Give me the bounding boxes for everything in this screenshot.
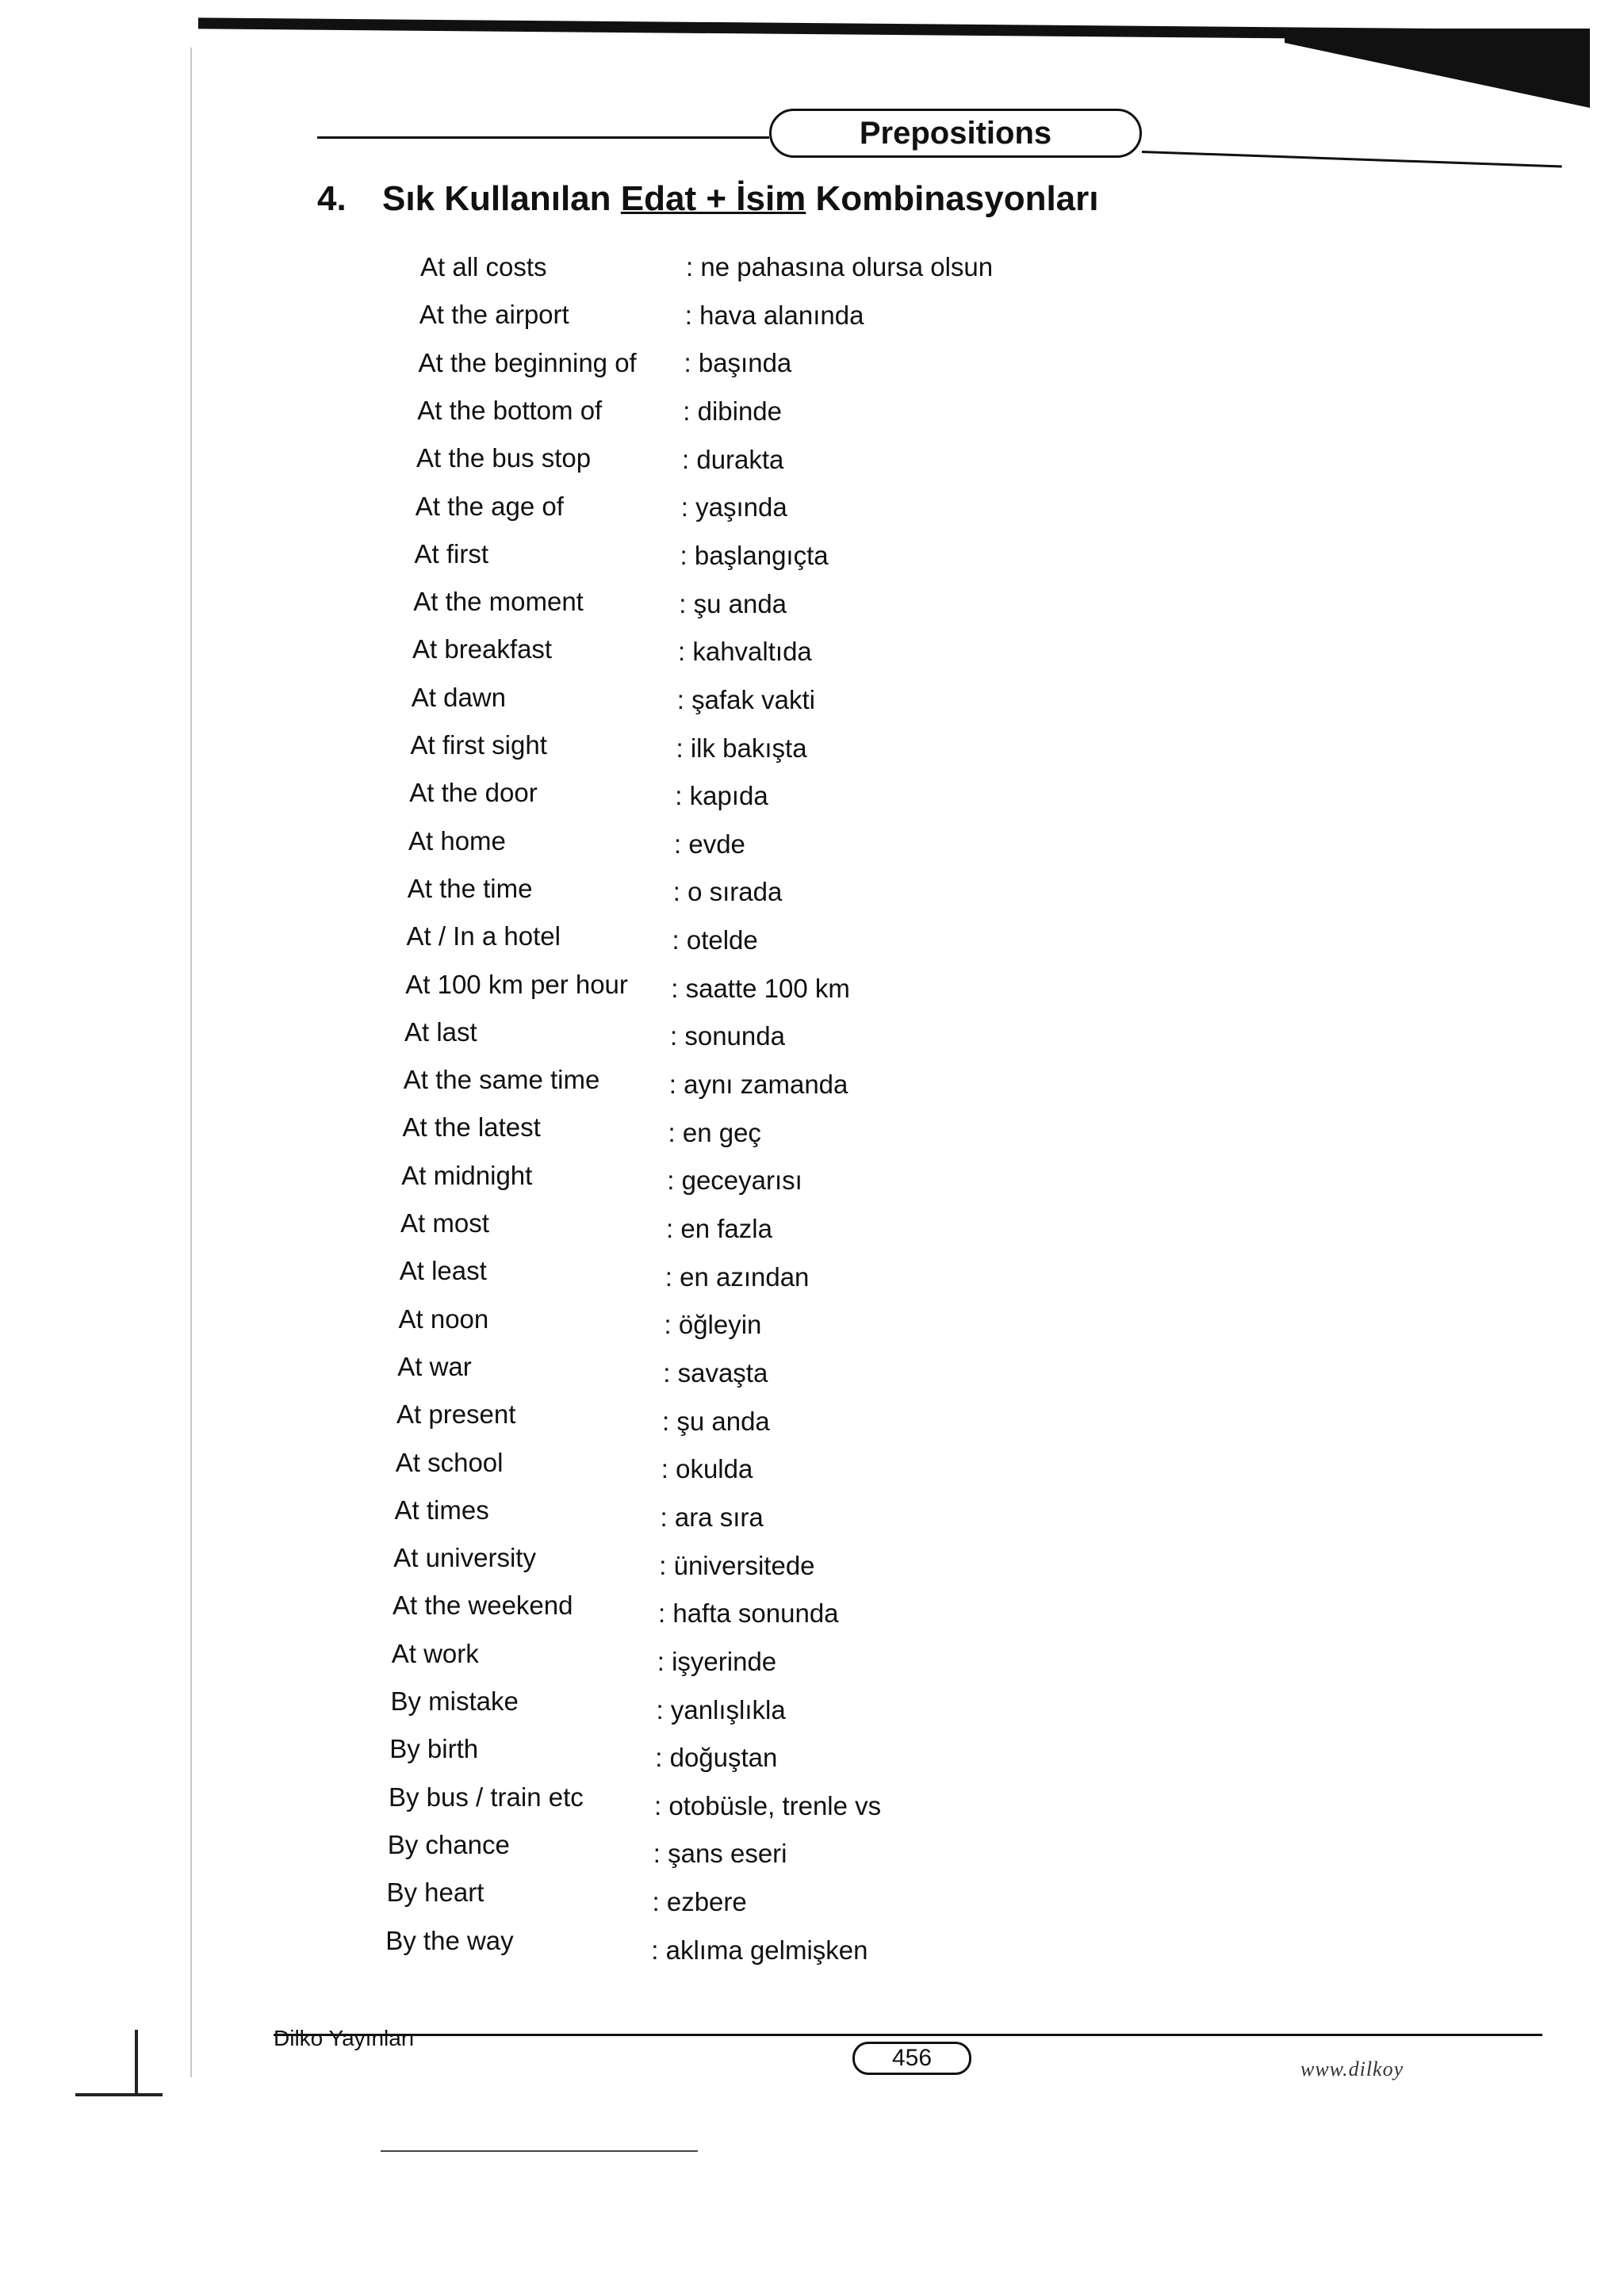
entry-turkish: : saatte 100 km — [671, 973, 850, 1003]
entry-turkish: : yanlışlıkla — [656, 1694, 786, 1725]
entry-turkish: : öğleyin — [664, 1310, 762, 1340]
footer-rule — [274, 2034, 1542, 2036]
entry-english: At the time — [407, 873, 533, 903]
entry-turkish: : en geç — [668, 1117, 761, 1147]
entry-english: At 100 km per hour — [405, 969, 628, 999]
heading-part2: Edat + İsim — [620, 179, 806, 218]
entry-english: At noon — [398, 1303, 489, 1334]
entry-english: At first — [414, 538, 489, 568]
entry-turkish: : en azından — [665, 1261, 810, 1292]
entry-english: At first sight — [410, 730, 547, 760]
entry-english: At the moment — [413, 587, 584, 617]
entry-turkish: : ezbere — [652, 1887, 747, 1917]
entry-english: At home — [408, 825, 506, 856]
entry-english: By heart — [386, 1878, 485, 1908]
entry-english: At the bus stop — [416, 443, 592, 473]
entry-english: At breakfast — [412, 634, 553, 664]
entry-turkish: : kahvaltıda — [678, 637, 812, 667]
entry-turkish: : hafta sonunda — [658, 1598, 839, 1629]
entry-turkish: : aynı zamanda — [668, 1070, 848, 1100]
heading-part3: Kombinasyonları — [815, 179, 1099, 218]
footer-publisher: Dilko Yayınları — [274, 2026, 415, 2050]
section-label: Prepositions — [769, 109, 1142, 158]
page-number: 456 — [852, 2042, 971, 2075]
entry-turkish: : başında — [684, 348, 792, 378]
entry-turkish: : kapıda — [675, 781, 768, 811]
entry-turkish: : sonunda — [670, 1021, 785, 1051]
scan-corner-mark — [135, 2030, 138, 2093]
entry-english: At the door — [409, 778, 538, 808]
entry-english: At war — [397, 1351, 472, 1381]
entry-turkish: : o sırada — [672, 877, 783, 907]
entry-english: By bus / train etc — [389, 1782, 584, 1812]
entry-turkish: : üniversitede — [659, 1550, 815, 1580]
entry-english: At work — [391, 1638, 479, 1668]
entry-english: At school — [395, 1447, 504, 1477]
entry-english: At least — [399, 1256, 487, 1286]
entry-turkish: : en fazla — [666, 1214, 772, 1243]
entry-turkish: : geceyarısı — [667, 1166, 802, 1196]
scan-left-edge — [190, 48, 192, 2077]
entry-english: At the bottom of — [417, 395, 603, 425]
entry-turkish: : aklıma gelmişken — [651, 1935, 868, 1965]
entry-english: At all costs — [420, 252, 547, 281]
entry-english: At the airport — [419, 300, 569, 330]
entry-english: By birth — [389, 1734, 479, 1764]
top-scan-wedge — [1285, 29, 1590, 108]
entry-turkish: : şans eseri — [653, 1839, 787, 1869]
entry-turkish: : şafak vakti — [676, 684, 815, 714]
page-heading — [317, 179, 1099, 219]
entry-turkish: : yaşında — [680, 492, 787, 523]
entry-english: At present — [396, 1399, 516, 1430]
footer-website: www.dilkoy — [1300, 2058, 1404, 2081]
entry-turkish: : ilk bakışta — [676, 733, 807, 763]
entry-turkish: : dibinde — [683, 396, 783, 426]
entry-english: By the way — [385, 1925, 514, 1955]
entry-english: At the latest — [402, 1112, 541, 1143]
entry-english: At dawn — [411, 682, 506, 712]
entry-turkish: : ara sıra — [660, 1502, 764, 1532]
header-rule-right — [1142, 151, 1562, 167]
header-rule-left — [317, 136, 769, 139]
entry-english: At the beginning of — [418, 347, 637, 377]
entry-turkish: : savaşta — [663, 1357, 768, 1388]
entry-english: At most — [400, 1208, 489, 1238]
heading-part1: Sık Kullanılan — [382, 179, 611, 218]
scan-corner-mark-horizontal — [75, 2093, 163, 2096]
entry-turkish: : işyerinde — [657, 1646, 777, 1676]
entry-turkish: : durakta — [682, 444, 784, 474]
entry-turkish: : doğuştan — [655, 1743, 778, 1773]
entry-turkish: : şu anda — [662, 1406, 770, 1436]
entry-turkish: : evde — [674, 829, 745, 859]
entry-english: At times — [394, 1495, 489, 1525]
entry-turkish: : başlangıçta — [680, 540, 829, 570]
bottom-scan-stroke — [381, 2150, 698, 2152]
entry-english: At / In a hotel — [406, 921, 561, 951]
entry-english: At the same time — [403, 1065, 600, 1095]
heading-number: 4. — [317, 179, 347, 218]
entry-english: At last — [404, 1016, 477, 1047]
entry-turkish: : şu anda — [679, 588, 787, 618]
entry-english: At midnight — [401, 1160, 533, 1190]
entry-english: At the weekend — [393, 1591, 573, 1621]
entry-turkish: : okulda — [661, 1454, 753, 1484]
entry-english: At the age of — [415, 491, 564, 521]
entry-english: By mistake — [390, 1686, 519, 1716]
entry-english: By chance — [387, 1829, 510, 1859]
entry-turkish: : otelde — [672, 925, 758, 955]
entry-english: At university — [393, 1543, 536, 1573]
entry-turkish: : ne pahasına olursa olsun — [686, 252, 994, 281]
entry-turkish: : hava alanında — [684, 300, 864, 330]
entry-turkish: : otobüsle, trenle vs — [654, 1790, 882, 1820]
